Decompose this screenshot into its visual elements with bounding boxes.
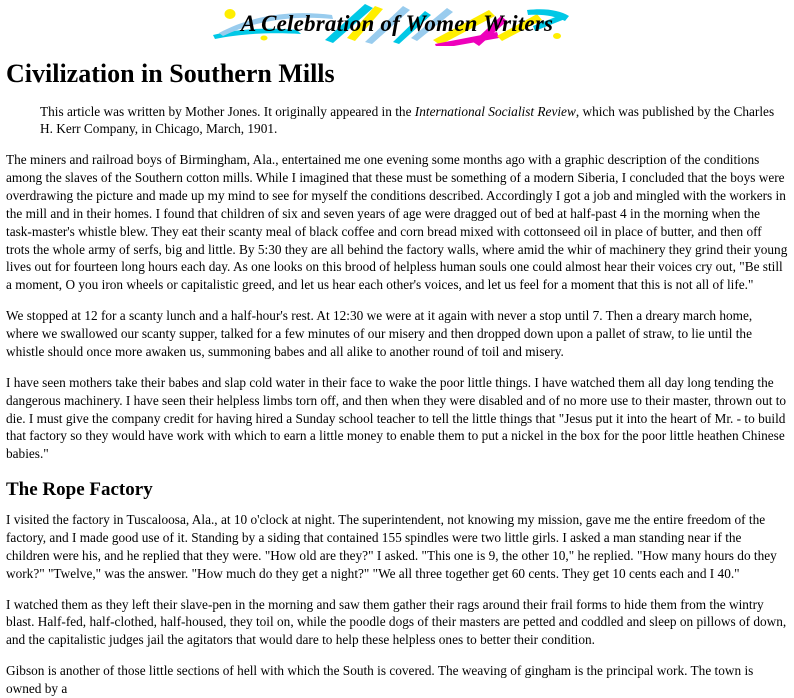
paragraph-3: I have seen mothers take their babes and slap cold water in their face to wake the poor little things. I have watched them all day long tending the dangerous machinery. I have seen their helpless limbs torn off, and then when they were disabled and of no more use to their master, thrown out to die. I must give the company credit for having hired a Sunday school teacher to tell the little things that "Jesus put it into the heart of Mr. - to build that factory so they would have work with which to earn a little money to enable them to put a nickel in the box for the poor little heathen Chinese babies." <box>6 374 787 462</box>
section-paragraph-2: I watched them as they left their slave-pen in the morning and saw them gather their rags around their frail forms to hide them from the wintry blast. Half-fed, half-clothed, half-housed, they toil on, while the poodle dogs of their masters are petted and coddled and sleep on pillows of down, and the capitalistic judges jail the agitators that would dare to help these helpless ones to better their condition. <box>6 596 787 648</box>
journal-title: International Socialist Review <box>414 103 576 119</box>
page-title: Civilization in Southern Mills <box>6 59 335 88</box>
banner-title: A Celebration of Women Writers <box>240 11 554 36</box>
paragraph-2: We stopped at 12 for a scanty lunch and a half-hour's rest. At 12:30 we were at it again with never a stop until 7. Then a dreary march home, where we swallowed our scanty supper, talked for a few minutes of our misery and then dropped down upon a pallet of straw, to lie until the whistle should once more awaken us, summoning babes and all alike to another round of toil and misery. <box>6 308 753 359</box>
attribution-text-after: , which was published by the Charles H. Kerr Company, in Chicago, March, 1901. <box>40 103 775 137</box>
banner-graphic[interactable] <box>197 2 597 46</box>
section-heading-rope-factory: The Rope Factory <box>6 479 153 501</box>
site-banner <box>0 0 794 46</box>
article-attribution <box>6 103 788 139</box>
paragraph-1: The miners and railroad boys of Birmingham, Ala., entertained me one evening some months ago with a graphic description of the conditions among the slaves of the Southern cotton mills. While I imagined that these must be something of a modern Siberia, I concluded that the boys were overdrawing the picture and made up my mind to see for myself the conditions described. Accordingly I got a job and mingled with the workers in the mill and in their homes. I found that children of six and seven years of age were dragged out of bed at half-past 4 in the morning when the task-master's whistle blew. They eat their scanty meal of black coffee and corn bread mixed with cottonseed oil in place of butter, and then off trots the whole army of serfs, big and little. By 5:30 they are all behind the factory walls, where amid the whir of machinery they grind their young lives out for fourteen long hours each day. As one looks on this brood of helpless human souls one could almost hear their voices cry out, "Be still a moment, O you iron wheels or capitalistic greed, and let us hear each other's voices, and let us feel for a moment that this is not all of life." <box>6 152 788 293</box>
document-body <box>0 60 794 698</box>
attribution-text-before: This article was written by Mother Jones. It originally appeared in the <box>40 103 415 119</box>
section-paragraph-3: Gibson is another of those little sections of hell with which the South is covered. The weaving of gingham is the principal work. The town is owned by a <box>6 663 754 697</box>
section-paragraph-1: I visited the factory in Tuscaloosa, Ala., at 10 o'clock at night. The superintendent, not knowing my mission, gave me the entire freedom of the factory, and I made good use of it. Standing by a siding that contained 155 spindles were two little girls. I asked a man standing near if the children were his, and he replied that they were. "How old are they?" I asked. "This one is 9, the other 10," he replied. "How many hours do they work?" "Twelve," was the answer. "How much do they get a night?" "We all three together get 60 cents. They get 10 cents each and I 40." <box>6 512 777 581</box>
